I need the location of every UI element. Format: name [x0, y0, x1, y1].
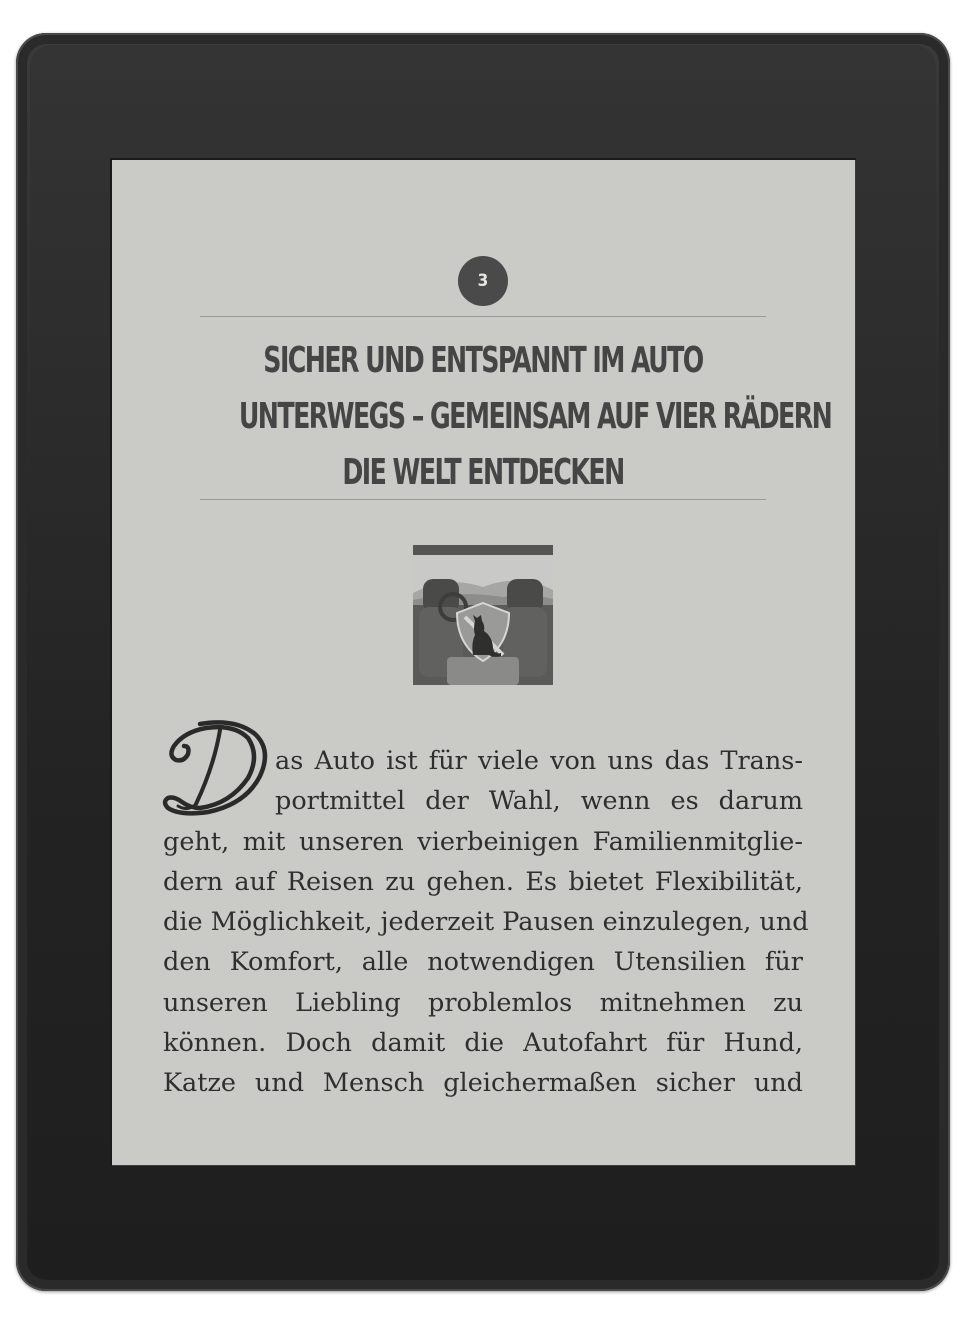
ereader-screen[interactable] — [110, 158, 856, 1166]
chapter-title — [238, 333, 832, 501]
dog-in-car-shield-icon — [413, 545, 553, 685]
body-line: portmittel der Wahl, wenn es darum — [275, 786, 803, 817]
chapter-number: 3 — [477, 271, 489, 291]
chapter-title-line: DIE WELT ENTDECKEN — [342, 452, 624, 493]
chapter-title-line: SICHER UND ENTSPANNT IM AUTO — [263, 340, 703, 381]
body-line: können. Doch damit die Autofahrt für Hund, — [163, 1028, 803, 1059]
body-line: Katze und Mensch gleichermaßen sicher und — [163, 1068, 803, 1099]
chapter-number-badge — [458, 256, 508, 306]
body-line: geht, mit unseren vierbeinigen Familienmitglie- — [163, 826, 803, 857]
body-line: dern auf Reisen zu gehen. Es bietet Flexibilität, — [163, 866, 803, 897]
body-line: die Möglichkeit, jederzeit Pausen einzulegen, und — [163, 907, 809, 938]
body-line: den Komfort, alle notwendigen Utensilien für — [163, 947, 803, 978]
title-divider-top — [200, 316, 766, 317]
body-line: unseren Liebling problemlos mitnehmen zu — [163, 987, 803, 1018]
chapter-title-line: UNTERWEGS – GEMEINSAM AUF VIER RÄDERN — [238, 396, 832, 437]
body-line: as Auto ist für viele von uns das Trans- — [275, 746, 803, 776]
chapter-body-text — [163, 741, 809, 1104]
title-divider-bottom — [200, 499, 766, 500]
